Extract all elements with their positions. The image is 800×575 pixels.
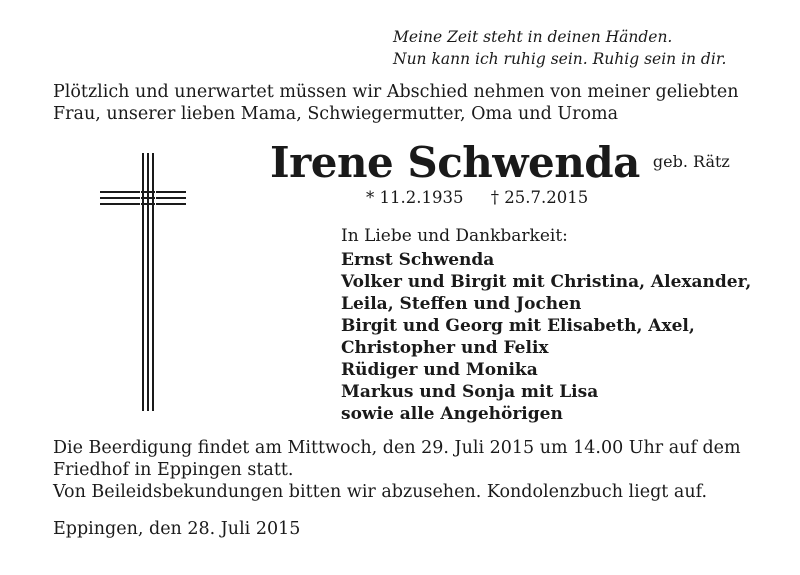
mourner-line: Ernst Schwenda (341, 250, 495, 270)
intro-line-2: Frau, unserer lieben Mama, Schwiegermutter, Oma und Uroma (53, 104, 619, 124)
funeral-info (53, 437, 773, 503)
death-date: † 25.7.2015 (490, 188, 589, 207)
funeral-line-1: Die Beerdigung findet am Mittwoch, den 29. Juli 2015 um 14.00 Uhr auf dem (53, 438, 741, 458)
maiden-name: geb. Rätz (652, 152, 730, 171)
mourner-line: sowie alle Angehörigen (341, 404, 563, 424)
mourner-line: Rüdiger und Monika (341, 360, 538, 380)
funeral-line-3: Von Beileidsbekundungen bitten wir abzusehen. Kondolenzbuch liegt auf. (53, 482, 708, 502)
epigraph-quote (393, 26, 773, 70)
birth-date: * 11.2.1935 (366, 188, 464, 207)
deceased-name: Irene Schwenda (270, 138, 640, 187)
quote-line-1: Meine Zeit steht in deinen Händen. (393, 28, 673, 46)
mourners-intro: In Liebe und Dankbarkeit: (341, 226, 568, 246)
mourners-list (341, 249, 781, 425)
cross-icon (100, 153, 192, 411)
intro-line-1: Plötzlich und unerwartet müssen wir Abschied nehmen von meiner geliebten (53, 82, 739, 102)
mourner-line: Leila, Steffen und Jochen (341, 294, 582, 314)
mourner-line: Markus und Sonja mit Lisa (341, 382, 599, 402)
funeral-line-2: Friedhof in Eppingen statt. (53, 460, 294, 480)
quote-line-2: Nun kann ich ruhig sein. Ruhig sein in dir. (393, 50, 727, 68)
mourner-line: Volker und Birgit mit Christina, Alexander, (341, 272, 752, 292)
place-and-date: Eppingen, den 28. Juli 2015 (53, 519, 301, 539)
mourner-line: Birgit und Georg mit Elisabeth, Axel, (341, 316, 695, 336)
life-dates (366, 188, 588, 207)
intro-text (53, 81, 773, 125)
deceased-name-line (270, 138, 730, 187)
mourner-line: Christopher und Felix (341, 338, 549, 358)
